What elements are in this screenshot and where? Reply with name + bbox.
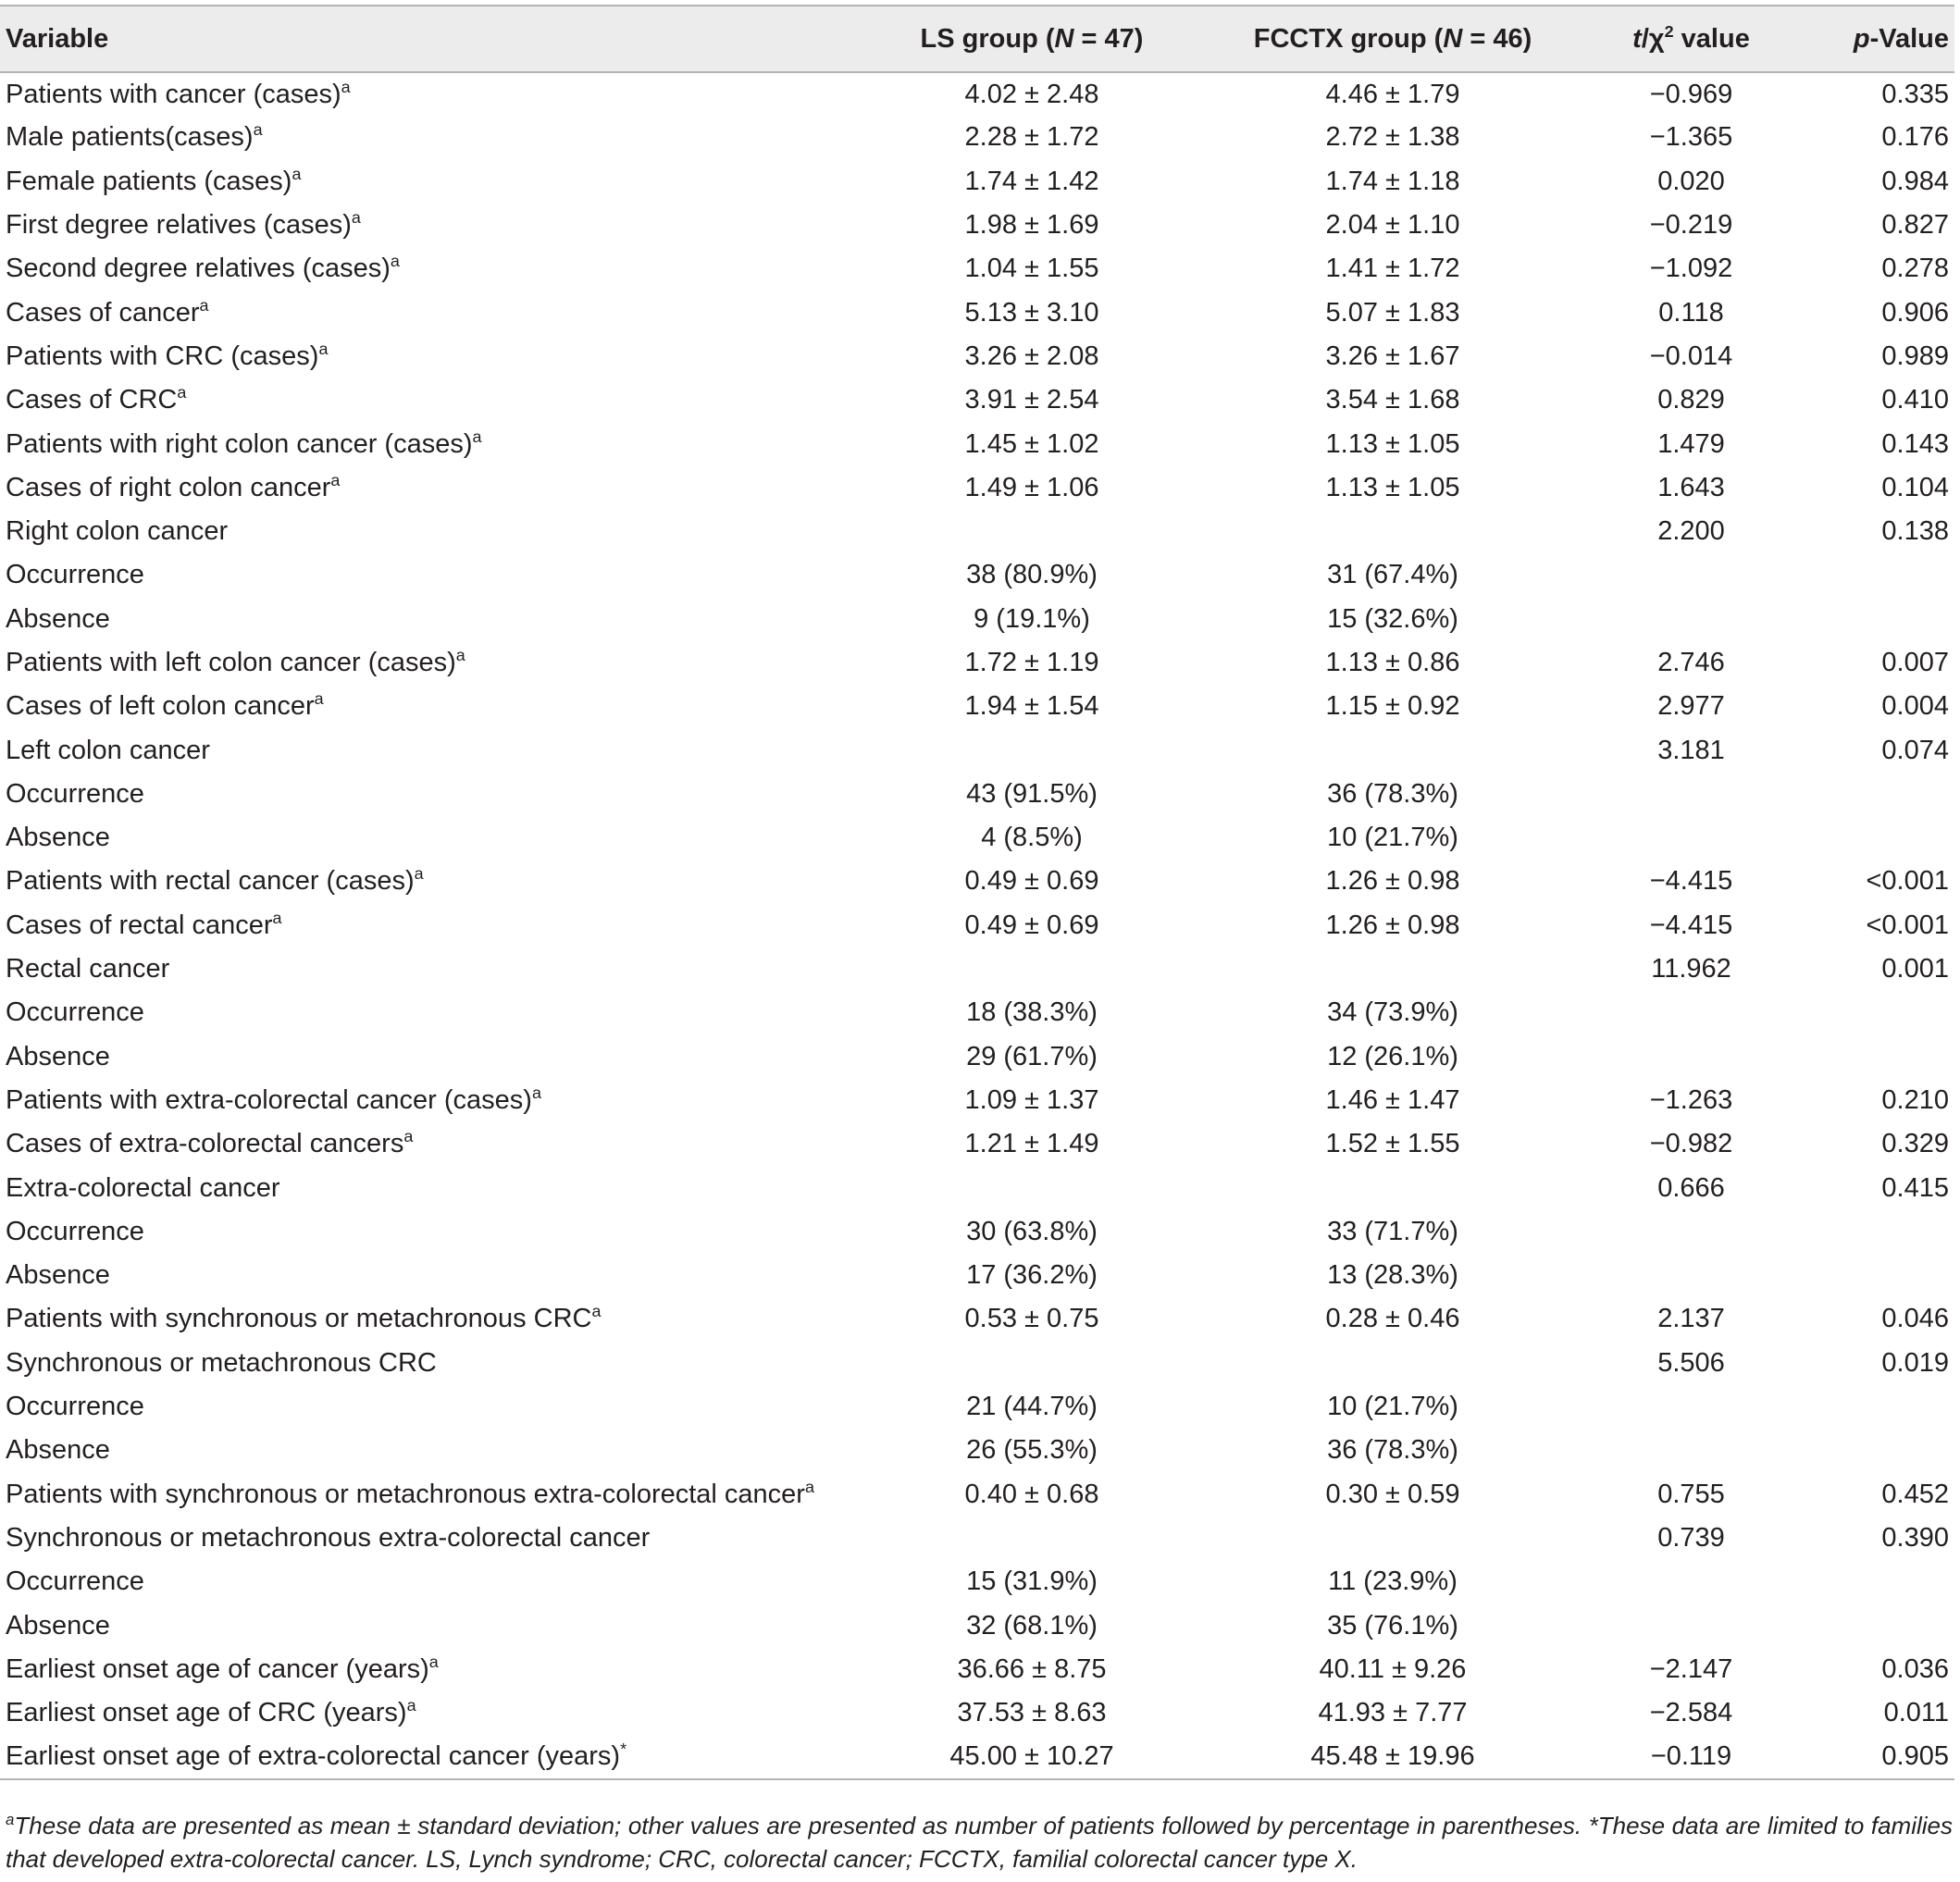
cell-test-statistic: 11.962 [1651,954,1731,984]
cell-test-statistic: 0.666 [1657,1172,1725,1203]
footnote-marker: a [292,164,302,183]
footnote-marker: a [428,1653,439,1672]
cell-ls-group: 9 (19.1%) [974,603,1090,634]
cell-ls-group: 1.45 ± 1.02 [964,428,1099,459]
table-row [0,1648,1954,1691]
cell-fcctx-group: 1.26 ± 0.98 [1325,910,1460,940]
cell-variable: Earliest onset age of cancer (years)$^a$ [6,1653,439,1684]
cell-fcctx-group [1194,510,1555,553]
header-ls-group: LS group (N = 47) [842,6,1194,72]
cell-variable: Cases of extra-colorectal cancers$^a$ [6,1127,414,1159]
cell-variable: Occurrence [6,560,144,590]
cell-p-value: 0.176 [1881,122,1949,153]
cell-p-value: 0.143 [1881,428,1949,459]
cell-fcctx-group: 2.04 ± 1.10 [1325,210,1460,241]
footnote-marker: a [455,646,465,665]
cell-variable: Patients with right colon cancer (cases)$^a$ [6,427,482,459]
cell-test-statistic [1555,773,1791,816]
cell-test-statistic [1555,553,1791,597]
cell-variable: Cases of CRC$^a$ [6,383,187,415]
cell-ls-group [842,1342,1194,1385]
table-row [0,1122,1954,1166]
footnote-marker: a [351,208,361,228]
table-row [0,816,1954,860]
cell-fcctx-group: 2.72 ± 1.38 [1325,122,1460,153]
cell-test-statistic: 0.739 [1657,1522,1725,1553]
comparison-table [0,5,1954,1780]
cell-ls-group [842,1517,1194,1560]
cell-variable: Synchronous or metachronous extra-colorectal cancer [6,1522,651,1553]
table-row [0,466,1954,510]
cell-variable: Left colon cancer [6,735,210,765]
cell-ls-group: 17 (36.2%) [966,1260,1098,1291]
header-row [0,6,1954,72]
cell-variable: Patients with extra-colorectal cancer (cases)$^a$ [6,1083,541,1115]
cell-variable: Patients with CRC (cases)$^a$ [6,340,329,371]
cell-ls-group: 0.49 ± 0.69 [964,866,1099,897]
cell-ls-group: 38 (80.9%) [966,560,1098,590]
cell-ls-group: 30 (63.8%) [966,1216,1098,1246]
cell-p-value: 0.011 [1883,1698,1949,1728]
cell-test-statistic [1555,1429,1791,1472]
table-header [0,6,1954,72]
table-row [0,641,1954,685]
cell-fcctx-group: 1.26 ± 0.98 [1325,866,1460,897]
cell-ls-group: 1.98 ± 1.69 [964,210,1099,241]
cell-test-statistic: 0.755 [1657,1479,1725,1509]
footnote-marker: a [591,1302,602,1321]
cell-ls-group [842,510,1194,553]
cell-fcctx-group: 36 (78.3%) [1327,778,1458,809]
cell-p-value [1791,1210,1954,1254]
cell-fcctx-group: 3.26 ± 1.67 [1325,340,1460,371]
cell-ls-group: 26 (55.3%) [966,1435,1098,1466]
cell-fcctx-group: 15 (32.6%) [1327,603,1458,634]
cell-ls-group: 45.00 ± 10.27 [842,1735,1194,1778]
cell-p-value: 0.278 [1881,254,1949,284]
cell-fcctx-group: 1.41 ± 1.72 [1325,254,1460,284]
table-row [0,1079,1954,1122]
table-row [0,510,1954,553]
cell-variable: Patients with cancer (cases)$^a$ [6,77,351,109]
footnote-marker: a [804,1477,814,1496]
cell-variable: Cases of right colon cancer$^a$ [6,471,341,502]
cell-ls-group: 0.49 ± 0.69 [964,910,1099,940]
cell-fcctx-group: 41.93 ± 7.77 [1318,1698,1468,1728]
cell-test-statistic [1555,1560,1791,1603]
cell-p-value: 0.906 [1881,297,1949,328]
cell-fcctx-group: 1.52 ± 1.55 [1325,1129,1460,1159]
cell-p-value: 0.210 [1881,1084,1949,1115]
cell-variable: Occurrence [6,997,144,1028]
cell-test-statistic: 0.118 [1658,297,1724,328]
cell-variable: Occurrence [6,1392,144,1422]
cell-variable: Cases of rectal cancer$^a$ [6,909,282,940]
cell-variable: Second degree relatives (cases)$^a$ [6,252,400,284]
cell-ls-group: 21 (44.7%) [966,1392,1098,1422]
cell-fcctx-group: 11 (23.9%) [1328,1566,1458,1597]
table-body [0,72,1954,1779]
cell-test-statistic: 1.643 [1657,472,1725,502]
cell-test-statistic: 5.506 [1657,1347,1725,1378]
table-row [0,1517,1954,1560]
table-row [0,1603,1954,1647]
cell-p-value: 0.335 [1881,79,1949,109]
cell-p-value [1791,1560,1954,1603]
cell-fcctx-group: 1.13 ± 1.05 [1325,472,1460,502]
cell-test-statistic [1555,1035,1791,1079]
cell-p-value: <0.001 [1866,866,1949,897]
table-row [0,904,1954,947]
cell-p-value: 0.410 [1881,385,1949,415]
cell-p-value: 0.989 [1881,340,1949,371]
cell-fcctx-group: 36 (78.3%) [1327,1435,1458,1466]
cell-variable: Male patients(cases)$^a$ [6,120,263,153]
footnote-marker: a [314,689,324,709]
cell-fcctx-group: 0.28 ± 0.46 [1325,1304,1460,1334]
table-row [0,1342,1954,1385]
cell-p-value: 0.329 [1881,1129,1949,1159]
cell-test-statistic: 2.746 [1657,648,1725,677]
cell-test-statistic: 0.829 [1657,385,1725,415]
cell-ls-group: 36.66 ± 8.75 [957,1653,1107,1684]
footnote-text: These data are presented as mean ± standard deviation; other values are presented as number of patients followed by percentage in parentheses. *These data are limited to families that developed extra-colorectal cancer. LS, Lynch syndrome; CRC, colorectal cancer; FCCTX, familial colorectal cancer type X. [6,1812,1953,1873]
cell-variable: Rectal cancer [6,954,170,984]
cell-p-value [1791,1385,1954,1429]
cell-p-value [1791,773,1954,816]
cell-test-statistic: −0.119 [1555,1735,1791,1778]
cell-variable: Absence [6,1041,110,1071]
cell-variable: Absence [6,1260,110,1291]
cell-p-value: 0.001 [1881,954,1949,984]
cell-p-value: <0.001 [1866,910,1949,940]
table-row [0,1166,1954,1209]
cell-p-value: 0.036 [1881,1653,1949,1684]
header-p-value: p-Value [1791,6,1954,72]
cell-fcctx-group: 1.13 ± 1.05 [1325,428,1460,459]
cell-test-statistic [1555,1385,1791,1429]
table-row [0,160,1954,204]
table-row [0,204,1954,247]
cell-ls-group: 18 (38.3%) [966,997,1098,1028]
cell-fcctx-group [1194,947,1555,991]
cell-fcctx-group [1194,728,1555,772]
table-row [0,1254,1954,1297]
footnote-marker: a [318,340,329,359]
table-row [0,1035,1954,1079]
table-row [0,116,1954,159]
cell-fcctx-group: 1.13 ± 0.86 [1325,648,1460,677]
cell-ls-group: 37.53 ± 8.63 [957,1698,1107,1728]
cell-test-statistic: −0.969 [1649,79,1733,109]
table-row [0,1691,1954,1735]
cell-ls-group: 1.04 ± 1.55 [964,254,1099,284]
cell-fcctx-group: 3.54 ± 1.68 [1325,385,1460,415]
cell-test-statistic: −4.415 [1649,866,1733,897]
cell-ls-group: 3.91 ± 2.54 [964,385,1099,415]
cell-ls-group: 1.21 ± 1.49 [964,1129,1099,1159]
header-fcctx-group: FCCTX group (N = 46) [1194,6,1555,72]
cell-fcctx-group [1194,1342,1555,1385]
cell-fcctx-group: 45.48 ± 19.96 [1194,1735,1555,1778]
cell-variable: Patients with rectal cancer (cases)$^a$ [6,864,424,897]
cell-p-value [1791,1603,1954,1647]
cell-p-value: 0.104 [1881,472,1949,502]
cell-p-value [1791,553,1954,597]
cell-ls-group: 2.28 ± 1.72 [964,122,1099,153]
cell-variable: Extra-colorectal cancer [6,1172,280,1203]
cell-p-value [1791,1035,1954,1079]
cell-ls-group: 5.13 ± 3.10 [964,297,1099,328]
cell-variable: First degree relatives (cases)$^a$ [6,208,361,241]
cell-variable: Cases of cancer$^a$ [6,295,209,328]
cell-ls-group: 1.49 ± 1.06 [964,472,1099,502]
cell-test-statistic: −1.092 [1649,254,1733,284]
cell-test-statistic: −1.263 [1649,1084,1733,1115]
cell-test-statistic: 1.479 [1657,428,1725,459]
cell-ls-group: 29 (61.7%) [966,1041,1098,1071]
cell-p-value: 0.004 [1881,691,1949,722]
cell-ls-group: 3.26 ± 2.08 [964,340,1099,371]
cell-ls-group: 0.53 ± 0.75 [964,1304,1099,1334]
cell-test-statistic: −2.584 [1649,1698,1733,1728]
cell-fcctx-group [1194,1166,1555,1209]
footnote-marker: a [199,295,209,315]
cell-fcctx-group: 40.11 ± 9.26 [1319,1653,1467,1684]
cell-test-statistic: −2.147 [1649,1653,1733,1684]
cell-test-statistic: −0.219 [1649,210,1733,241]
cell-test-statistic [1555,1254,1791,1297]
header-variable: Variable [0,6,842,72]
cell-p-value: 0.984 [1881,166,1949,196]
cell-test-statistic: 3.181 [1657,735,1725,765]
cell-p-value: 0.019 [1881,1347,1949,1378]
cell-variable: Occurrence [6,778,144,809]
table-row [0,860,1954,903]
cell-test-statistic: −0.982 [1649,1129,1733,1159]
cell-variable: Absence [6,1435,110,1466]
table-row [0,291,1954,334]
footnote-marker: a [472,427,482,446]
table-row [0,1473,1954,1517]
cell-test-statistic [1555,1603,1791,1647]
table-row [0,1297,1954,1341]
footnote-marker: a [406,1696,416,1715]
cell-fcctx-group: 34 (73.9%) [1327,997,1458,1028]
cell-p-value [1791,1429,1954,1472]
cell-fcctx-group: 10 (21.7%) [1327,823,1458,853]
cell-test-statistic: 0.020 [1657,166,1725,196]
cell-p-value: 0.415 [1881,1172,1949,1203]
cell-variable: Absence [6,1610,110,1641]
footnote-marker: a [390,252,400,271]
footnote-marker: * [620,1740,627,1759]
cell-variable: Female patients (cases)$^a$ [6,164,302,196]
cell-ls-group: 4 (8.5%) [981,823,1083,853]
cell-fcctx-group: 35 (76.1%) [1327,1610,1458,1641]
cell-variable: Right colon cancer [6,516,229,547]
footnote-marker: a [414,864,424,884]
cell-ls-group [842,947,1194,991]
table-row [0,72,1954,116]
footnote-marker: a [403,1127,414,1146]
cell-ls-group [842,728,1194,772]
cell-ls-group: 1.72 ± 1.19 [964,648,1099,677]
cell-fcctx-group: 0.30 ± 0.59 [1325,1479,1460,1509]
cell-fcctx-group: 1.46 ± 1.47 [1325,1084,1460,1115]
table-row [0,378,1954,422]
cell-fcctx-group [1194,1517,1555,1560]
cell-variable: Absence [6,603,110,634]
cell-test-statistic: 2.200 [1657,516,1725,547]
footnote-marker: a [341,77,351,96]
footnote-marker: a [272,909,282,927]
cell-variable: Patients with left colon cancer (cases)$^a$ [6,646,465,677]
cell-variable: Cases of left colon cancer$^a$ [6,689,324,722]
table-row [0,422,1954,465]
cell-variable: Occurrence [6,1216,144,1246]
cell-fcctx-group: 4.46 ± 1.79 [1325,79,1460,109]
footnote-marker: a [253,120,263,140]
cell-ls-group: 4.02 ± 2.48 [964,79,1099,109]
cell-test-statistic: 2.137 [1657,1304,1725,1334]
table-row [0,685,1954,728]
table-row [0,553,1954,597]
cell-fcctx-group: 33 (71.7%) [1327,1216,1458,1246]
table-row [0,1560,1954,1603]
cell-fcctx-group: 31 (67.4%) [1327,560,1458,590]
cell-ls-group: 43 (91.5%) [966,778,1098,809]
cell-fcctx-group: 5.07 ± 1.83 [1325,297,1460,328]
cell-test-statistic [1555,1210,1791,1254]
cell-test-statistic: −4.415 [1649,910,1733,940]
cell-p-value: 0.074 [1881,735,1949,765]
cell-fcctx-group: 1.74 ± 1.18 [1325,166,1460,196]
footnote-marker: a [531,1083,541,1103]
cell-ls-group: 1.94 ± 1.54 [964,691,1099,722]
cell-p-value: 0.138 [1881,516,1949,547]
cell-fcctx-group: 10 (21.7%) [1327,1392,1458,1422]
cell-test-statistic: 2.977 [1657,691,1725,722]
cell-ls-group: 32 (68.1%) [966,1610,1098,1641]
header-test-statistic: $t/\chi^2$ value [1555,6,1791,72]
cell-variable: Absence [6,823,110,853]
cell-p-value: 0.905 [1791,1735,1954,1778]
cell-p-value [1791,1254,1954,1297]
cell-ls-group: 1.74 ± 1.42 [964,166,1099,196]
cell-test-statistic [1555,598,1791,641]
cell-variable: Occurrence [6,1566,144,1597]
cell-fcctx-group: 12 (26.1%) [1327,1041,1458,1071]
table-row [0,728,1954,772]
footnote-marker: a [330,471,341,490]
cell-ls-group [842,1166,1194,1209]
cell-p-value: 0.007 [1881,648,1949,677]
cell-test-statistic: −1.365 [1649,122,1733,153]
cell-test-statistic: −0.014 [1649,340,1733,371]
cell-ls-group: 1.09 ± 1.37 [964,1084,1099,1115]
table-row [0,1385,1954,1429]
cell-ls-group: 0.40 ± 0.68 [964,1479,1099,1509]
cell-variable: Synchronous or metachronous CRC [6,1347,437,1378]
cell-p-value [1791,598,1954,641]
cell-p-value [1791,816,1954,860]
cell-p-value: 0.827 [1881,210,1949,241]
table-row [0,335,1954,378]
cell-variable: Earliest onset age of CRC (years)$^a$ [6,1696,416,1728]
cell-variable: Earliest onset age of extra-colorectal cancer (years)* [0,1735,842,1778]
table-row [0,773,1954,816]
table-row [0,1210,1954,1254]
cell-fcctx-group: 13 (28.3%) [1327,1260,1458,1291]
table-row [0,1735,1954,1778]
table-row [0,1429,1954,1472]
cell-variable: Patients with synchronous or metachronous CRC$^a$ [6,1302,602,1334]
cell-fcctx-group: 1.15 ± 0.92 [1325,691,1460,722]
cell-test-statistic [1555,816,1791,860]
cell-ls-group: 15 (31.9%) [966,1566,1098,1597]
footnote-marker: a [6,1810,15,1828]
cell-p-value: 0.390 [1881,1522,1949,1553]
footnote-marker: a [177,383,187,402]
cell-p-value: 0.046 [1881,1304,1949,1334]
table-row [0,947,1954,991]
table-row [0,991,1954,1034]
table-row [0,598,1954,641]
cell-test-statistic [1555,991,1791,1034]
table-row [0,247,1954,291]
table-footnote [6,1809,1953,1876]
cell-p-value [1791,991,1954,1034]
cell-p-value: 0.452 [1881,1479,1949,1509]
cell-variable: Patients with synchronous or metachronous extra-colorectal cancer$^a$ [6,1477,814,1509]
